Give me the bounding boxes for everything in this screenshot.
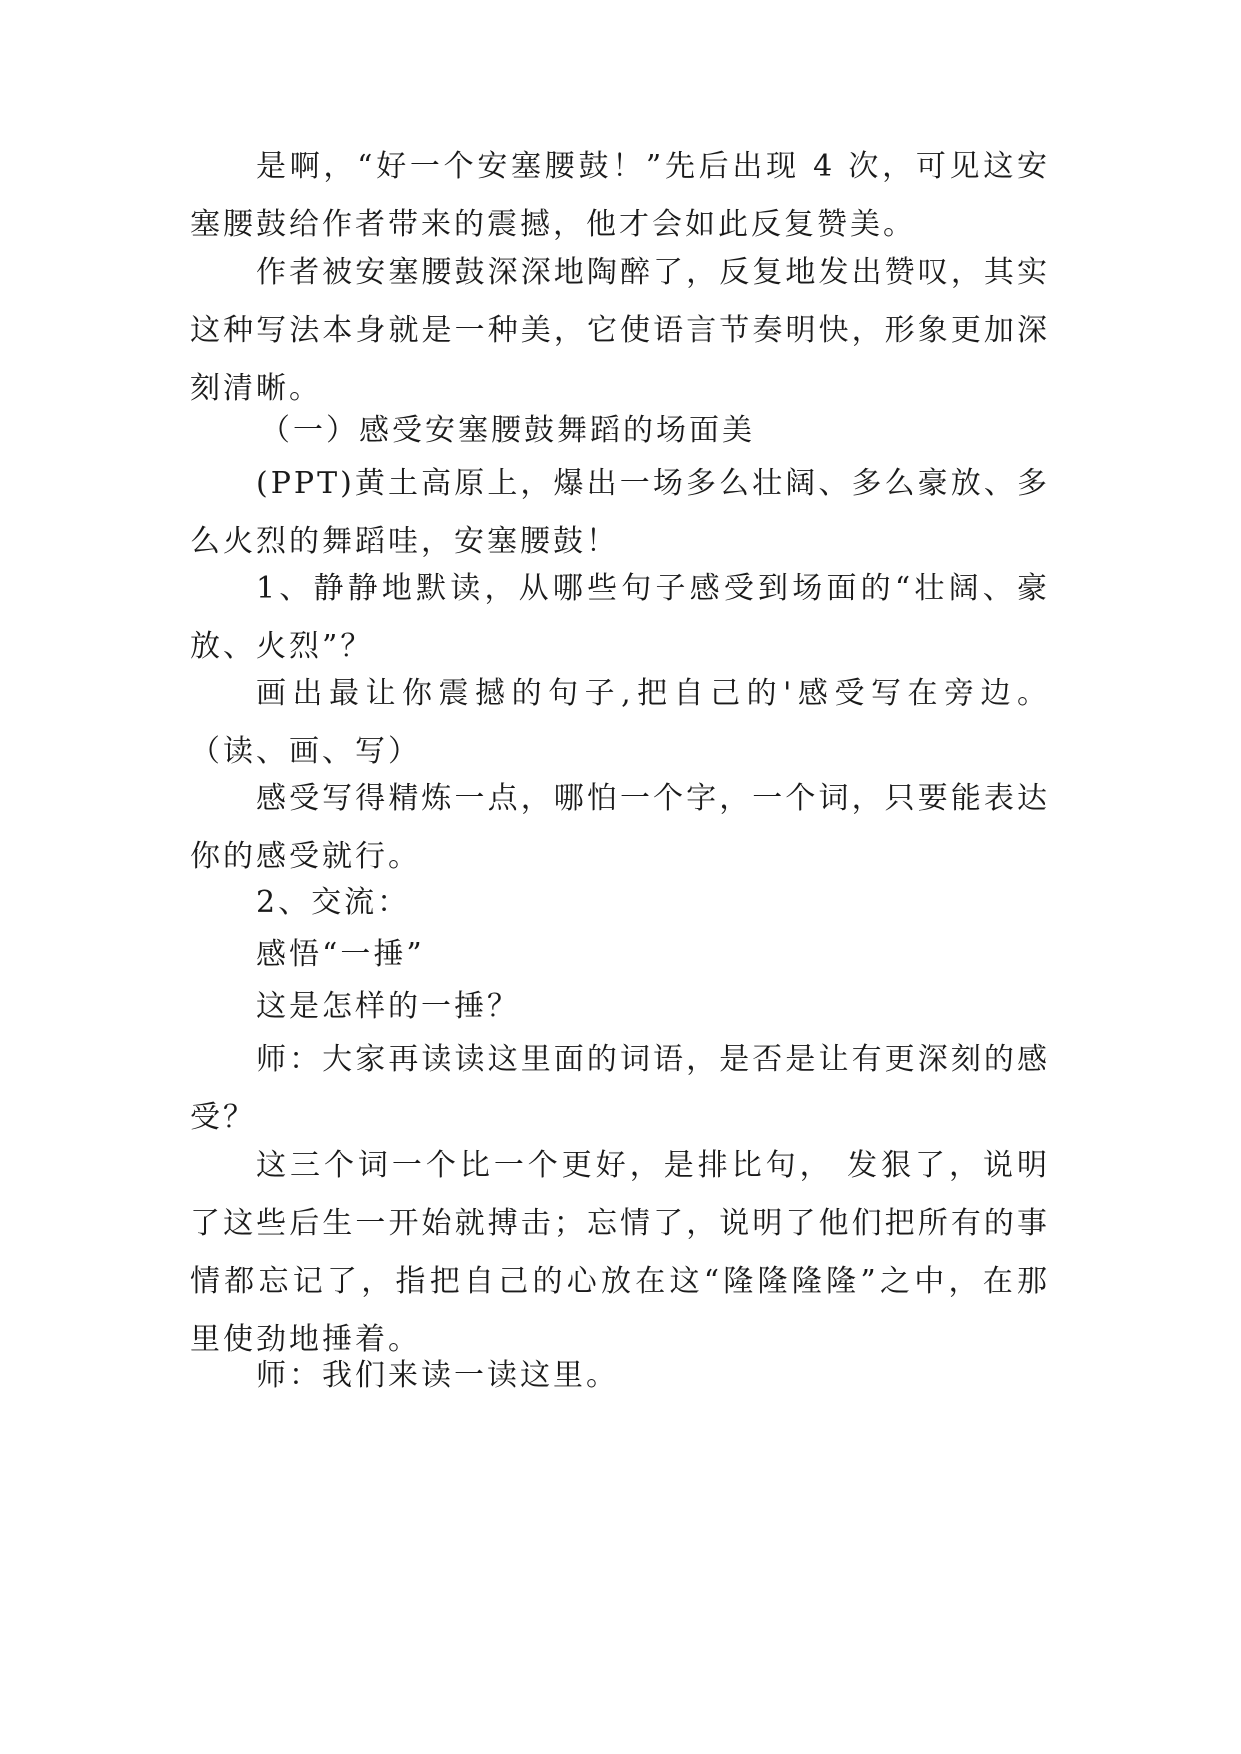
paragraph-6: 感受写得精炼一点，哪怕一个字，一个词，只要能表达你的感受就行。 <box>190 781 1050 874</box>
paragraph-11: 这三个词一个比一个更好，是排比句， 发狠了，说明了这些后生一开始就搏击；忘情了，说明了他们把所有的事情都忘记了，指把自己的心放在这“隆隆隆隆”之中，在那里使劲地捶着。 <box>190 1148 1050 1357</box>
section-heading: （一）感受安塞腰鼓舞蹈的场面美 <box>260 413 755 448</box>
paragraph-9: 这是怎样的一捶？ <box>256 989 520 1024</box>
paragraph-10: 师：大家再读读这里面的词语，是否是让有更深刻的感受？ <box>190 1042 1050 1135</box>
paragraph-1: 是啊，“好一个安塞腰鼓！”先后出现 4 次，可见这安塞腰鼓给作者带来的震撼，他才会如此反复赞美。 <box>190 149 1050 242</box>
paragraph-3: (PPT)黄土高原上，爆出一场多么壮阔、多么豪放、多么火烈的舞蹈哇，安塞腰鼓！ <box>190 466 1050 559</box>
paragraph-2: 作者被安塞腰鼓深深地陶醉了，反复地发出赞叹，其实这种写法本身就是一种美，它使语言节奏明快，形象更加深刻清晰。 <box>190 255 1050 406</box>
paragraph-12: 师：我们来读一读这里。 <box>256 1358 619 1393</box>
paragraph-5: 画出最让你震撼的句子,把自己的'感受写在旁边。（读、画、写） <box>190 676 1050 769</box>
paragraph-7: 2、交流： <box>256 885 411 920</box>
paragraph-8: 感悟“一捶” <box>256 937 425 972</box>
paragraph-4: 1、静静地默读，从哪些句子感受到场面的“壮阔、豪放、火烈”？ <box>190 571 1050 664</box>
